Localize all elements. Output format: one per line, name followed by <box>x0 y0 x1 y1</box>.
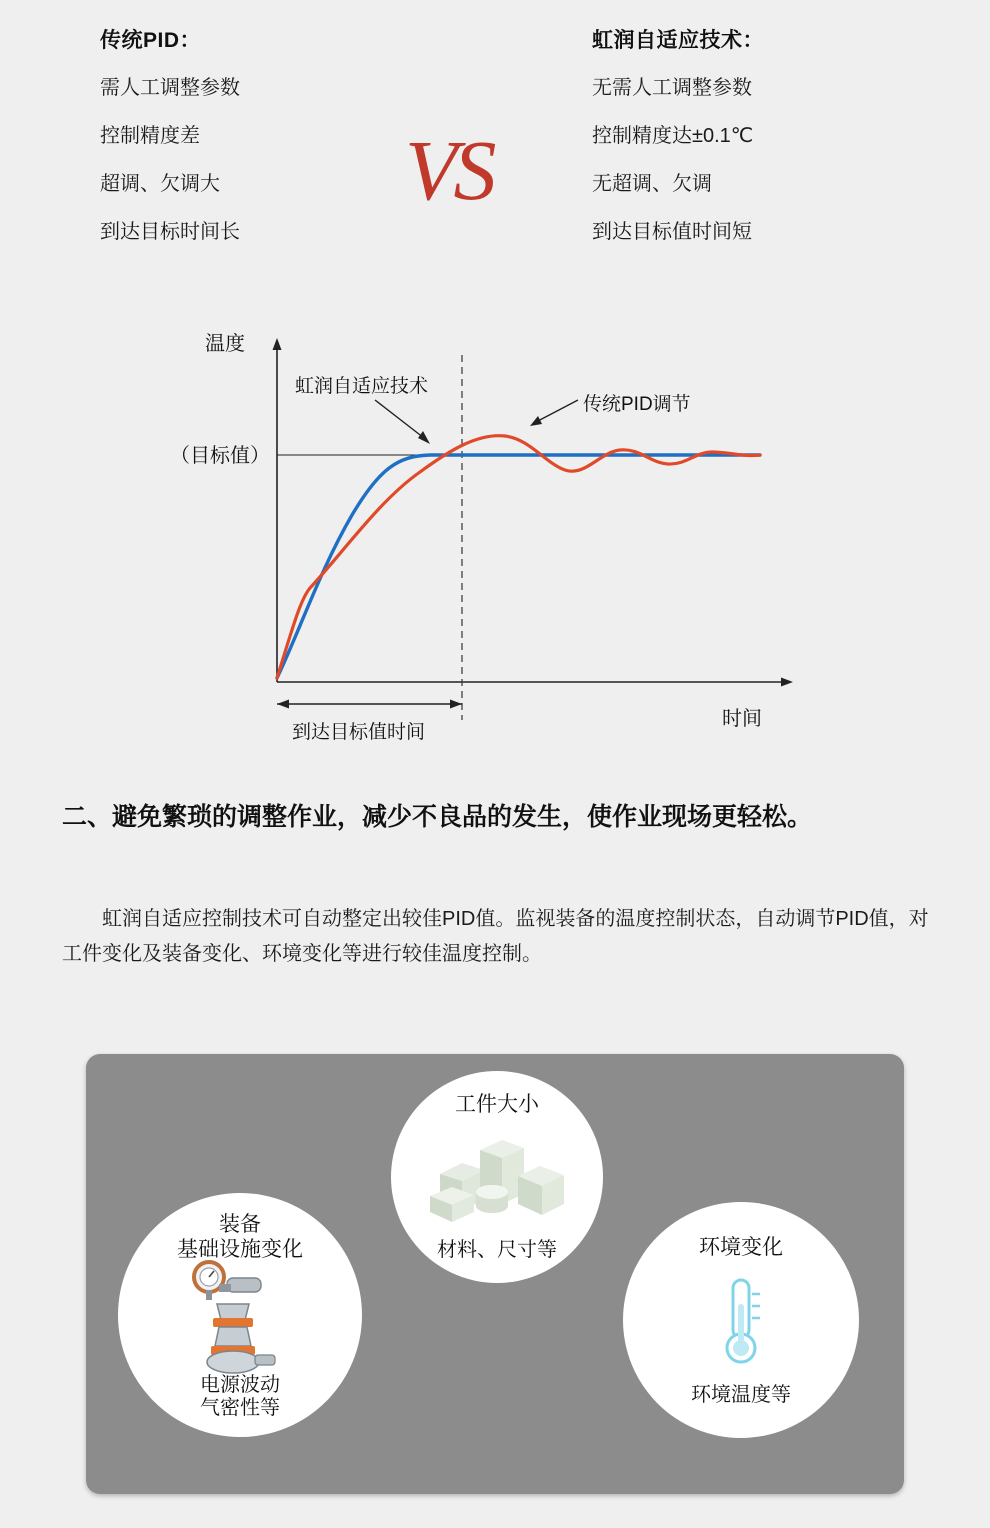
adaptive-annotation-arrowhead <box>418 431 430 444</box>
bubble-equipment-title-line2: 基础设施变化 <box>177 1237 303 1261</box>
thermometer-icon <box>623 1276 859 1368</box>
bubble-equipment-title-line1: 装备 <box>219 1213 261 1236</box>
bubble-equipment-title <box>118 1213 362 1263</box>
traditional-pid-item-1: 需人工调整参数 <box>100 77 240 99</box>
traditional-pid-item-4: 到达目标时间长 <box>100 221 240 243</box>
chart-annotation-settle-time: 到达目标值时间 <box>292 722 426 743</box>
settle-time-arrow-left <box>277 700 289 709</box>
chart-xlabel: 时间 <box>722 708 762 730</box>
adaptive-tech-title: 虹润自适应技术： <box>592 29 764 52</box>
adaptive-tech-item-2: 控制精度达±0.1℃ <box>592 125 754 147</box>
traditional-pid-item-3: 超调、欠调大 <box>100 173 220 195</box>
blocks-icon <box>391 1129 603 1225</box>
bubble-environment-title: 环境变化 <box>699 1236 783 1259</box>
chart-annotation-pid: 传统PID调节 <box>583 394 691 415</box>
factors-panel <box>86 1054 904 1494</box>
chart-annotation-adaptive: 虹润自适应技术 <box>295 376 429 397</box>
bubble-equipment <box>118 1193 362 1437</box>
valve-gauge-icon <box>118 1265 362 1373</box>
chart-ylabel: 温度 <box>205 333 245 355</box>
adaptive-curve <box>277 455 760 678</box>
thermometer-icon-svg <box>705 1274 777 1370</box>
bubble-equipment-caption-line1: 电源波动 <box>200 1373 280 1396</box>
traditional-pid-item-2: 控制精度差 <box>100 125 200 147</box>
bubble-workpiece-caption: 材料、尺寸等 <box>437 1239 557 1262</box>
vs-label: VS <box>405 122 493 218</box>
adaptive-tech-item-4: 到达目标值时间短 <box>592 221 752 243</box>
bubble-workpiece <box>391 1071 603 1283</box>
blocks-icon-svg <box>422 1130 572 1224</box>
comparison-column-traditional <box>100 24 400 270</box>
bubble-environment <box>623 1202 859 1438</box>
chart-target-label: （目标值） <box>170 445 270 467</box>
section-2-paragraph: 虹润自适应控制技术可自动整定出较佳PID值。监视装备的温度控制状态，自动调节PID值，对工件变化及装备变化、环境变化等进行较佳温度控制。 <box>62 908 929 965</box>
bubble-equipment-caption <box>118 1374 362 1421</box>
comparison-column-adaptive <box>592 24 922 270</box>
adaptive-tech-item-1: 无需人工调整参数 <box>592 77 752 99</box>
x-axis-arrow <box>781 678 793 687</box>
adaptive-annotation-leader <box>375 400 424 438</box>
valve-gauge-icon-svg <box>175 1260 305 1378</box>
bubble-workpiece-title: 工件大小 <box>455 1093 539 1116</box>
y-axis-arrow <box>273 338 282 350</box>
pid-annotation-arrowhead <box>530 416 542 426</box>
adaptive-tech-item-3: 无超调、欠调 <box>592 173 712 195</box>
pid-curve <box>277 436 760 678</box>
response-curve-chart <box>0 300 990 770</box>
settle-time-arrow-right <box>450 700 462 709</box>
traditional-pid-title: 传统PID： <box>100 29 202 52</box>
comparison-block <box>0 24 990 284</box>
section-2-heading: 二、避免繁琐的调整作业，减少不良品的发生，使作业现场更轻松。 <box>62 803 813 831</box>
pid-annotation-leader <box>536 400 578 422</box>
bubble-equipment-caption-line2: 气密性等 <box>200 1397 280 1420</box>
bubble-environment-caption: 环境温度等 <box>691 1384 791 1407</box>
chart-svg <box>0 300 990 770</box>
